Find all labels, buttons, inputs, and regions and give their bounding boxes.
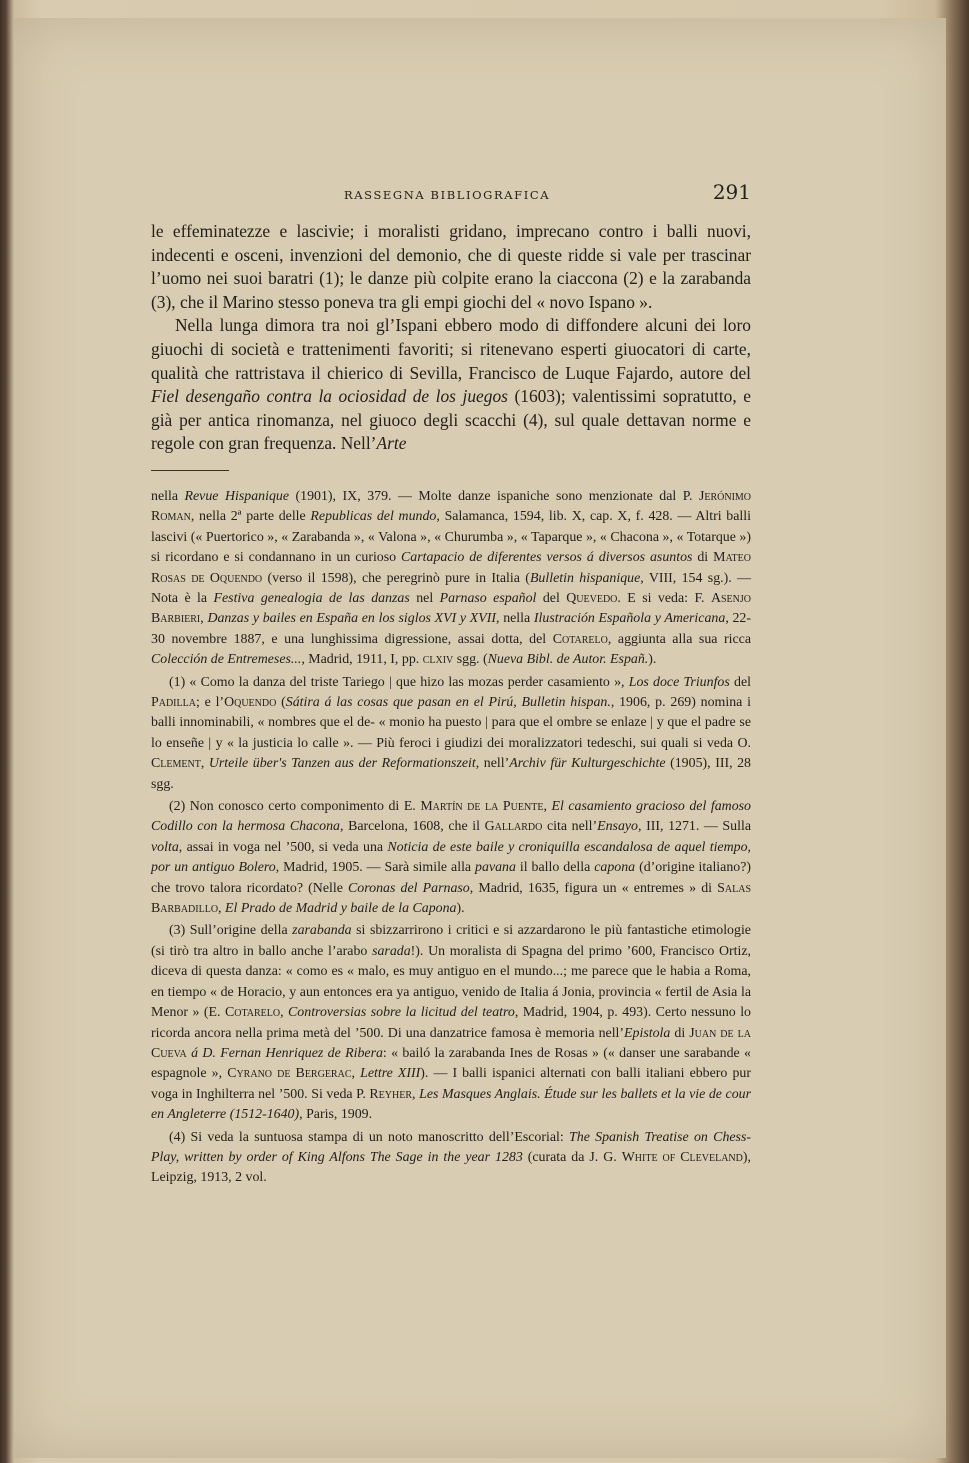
running-head-title: RASSEGNA BIBLIOGRAFICA (344, 188, 551, 202)
book-title: Fiel desengaño contra la ociosidad de los juegos (151, 386, 508, 407)
footnote-3: (3) Sull’origine della zarabanda si sbizzarrirono i critici e si azzardarono le più fantastiche etimologie (si tirò tra altro in ballo anche l’arabo sarada!). Un moralista di Spagna del primo ’600, Francisco Ortiz, diceva di questa danza: « como es « malo, es muy antiguo en el mundo...; me parece que le habia a Roma, en tiempo « de Horacio, y aun entonces era ya antiguo, venido de Italia á Jonia, provincia « fertil de Asia la Menor » (E. Cotarelo, Controversias sobre la licitud del teatro, Madrid, 1904, p. 493). Certo nessuno lo ricorda ancora nella prima metà del ’500. Di una danzatrice famosa è memoria nell’Epistola di Juan de la Cueva á D. Fernan Henriquez de Ribera: « bailó la zarabanda Ines de Rosas » (« danser une sarabande « espagnole », Cyrano de Bergerac, Lettre XIII). — I balli ispanici alternati con balli italiani ebbero pur voga in Inghilterra nel ’500. Si veda P. Reyher, Les Masques Anglais. Étude sur les ballets et la vie de cour en Angleterre (1512-1640), Paris, 1909. (151, 923, 752, 1123)
text-run: Nella lunga dimora tra noi gl’Ispani ebbero modo di diffondere alcuni dei loro giuochi di società e trattenimenti favoriti; si ritenevano esperti giuocatori di carte, qualità che rattristava il chierico di Sevilla, Francisco de Luque Fajardo, autore del (151, 315, 751, 383)
main-text (151, 220, 751, 456)
footnotes (151, 487, 751, 1189)
paragraph (151, 314, 751, 456)
book-title: Arte (376, 433, 407, 454)
footnote-2: (2) Non conosco certo componimento di E. Martín de la Puente, El casamiento gracioso del famoso Codillo con la hermosa Chacona, Barcelona, 1608, che il Gallardo cita nell’Ensayo, III, 1271. — Sulla volta, assai in voga nel ’500, si veda una Noticia de este baile y croniquilla escandalosa de aquel tiempo, por un antiguo Bolero, Madrid, 1905. — Sarà simile alla pavana il ballo della capona (d’origine italiano?) che trovo talora ricordato? (Nelle Coronas del Parnaso, Madrid, 1635, figura un « entremes » di Salas Barbadillo, El Prado de Madrid y baile de la Capona). (151, 799, 752, 917)
running-head (151, 178, 751, 208)
page-content (151, 178, 751, 1191)
footnote-1: (1) « Como la danza del triste Tariego | que hizo las mozas perder casamiento », Los doce Triunfos del Padilla; e l’Oquendo (Sátira á las cosas que pasan en el Pirú, Bulletin hispan., 1906, p. 269) nomina i balli innominabili, « nombres que el de- « monio ha puesto | para que el ombre se enlaze | y que el padre se lo enseñe | y « la justicia lo calle ». — Più feroci i giudizi dei moralizzatori tedeschi, sui quali si veda O. Clement, Urteile über's Tanzen aus der Reformationszeit, nell’Archiv für Kulturgeschichte (1905), III, 28 sgg. (151, 674, 752, 792)
book-page (14, 18, 946, 1458)
paragraph: le effeminatezze e lascivie; i moralisti gridano, imprecano contro i balli nuovi, indecenti e osceni, invenzioni del demonio, che di queste ridde si vale per trascinar l’uomo nei suoi baratri (1); le danze più colpite erano la ciaccona (2) e la zarabanda (3), che il Marino stesso poneva tra gli empi giochi del « novo Ispano ». (151, 221, 751, 312)
text-run: (1603); valentissimi sopratutto, e già per antica rinomanza, nel giuoco degli scacchi (4), sul quale dettavan norme e regole con gran frequenza. Nell’ (151, 386, 751, 454)
page-number: 291 (712, 180, 751, 204)
footnote-4: (4) Si veda la suntuosa stampa di un noto manoscritto dell’Escorial: The Spanish Treatise on Chess-Play, written by order of King Alfons The Sage in the year 1283 (curata da J. G. White of Cleveland), Leipzig, 1913, 2 vol. (151, 1129, 751, 1186)
footnote-continuation: nella Revue Hispanique (1901), IX, 379. — Molte danze ispaniche sono menzionate dal P. Jerónimo Roman, nella 2ª parte delle Republicas del mundo, Salamanca, 1594, lib. X, cap. X, f. 428. — Altri balli lascivi (« Puertorico », « Zarabanda », « Valona », « Churumba », « Taparque », « Chacona », « Totarque ») si ricordano e si condannano in un curioso Cartapacio de diferentes versos á diversos asuntos di Mateo Rosas de Oquendo (verso il 1598), che peregrinò pure in Italia (Bulletin hispanique, VIII, 154 sg.). — Nota è la Festiva genealogia de las danzas nel Parnaso español del Quevedo. E si veda: F. Asenjo Barbieri, Danzas y bailes en España en los siglos XVI y XVII, nella Ilustración Española y Americana, 22-30 novembre 1887, e una lunghissima digressione, assai dotta, del Cotarelo, aggiunta alla sua ricca Colección de Entremeses..., Madrid, 1911, I, pp. clxiv sgg. (Nueva Bibl. de Autor. Españ.). (151, 488, 752, 668)
footnote-separator (151, 470, 229, 471)
